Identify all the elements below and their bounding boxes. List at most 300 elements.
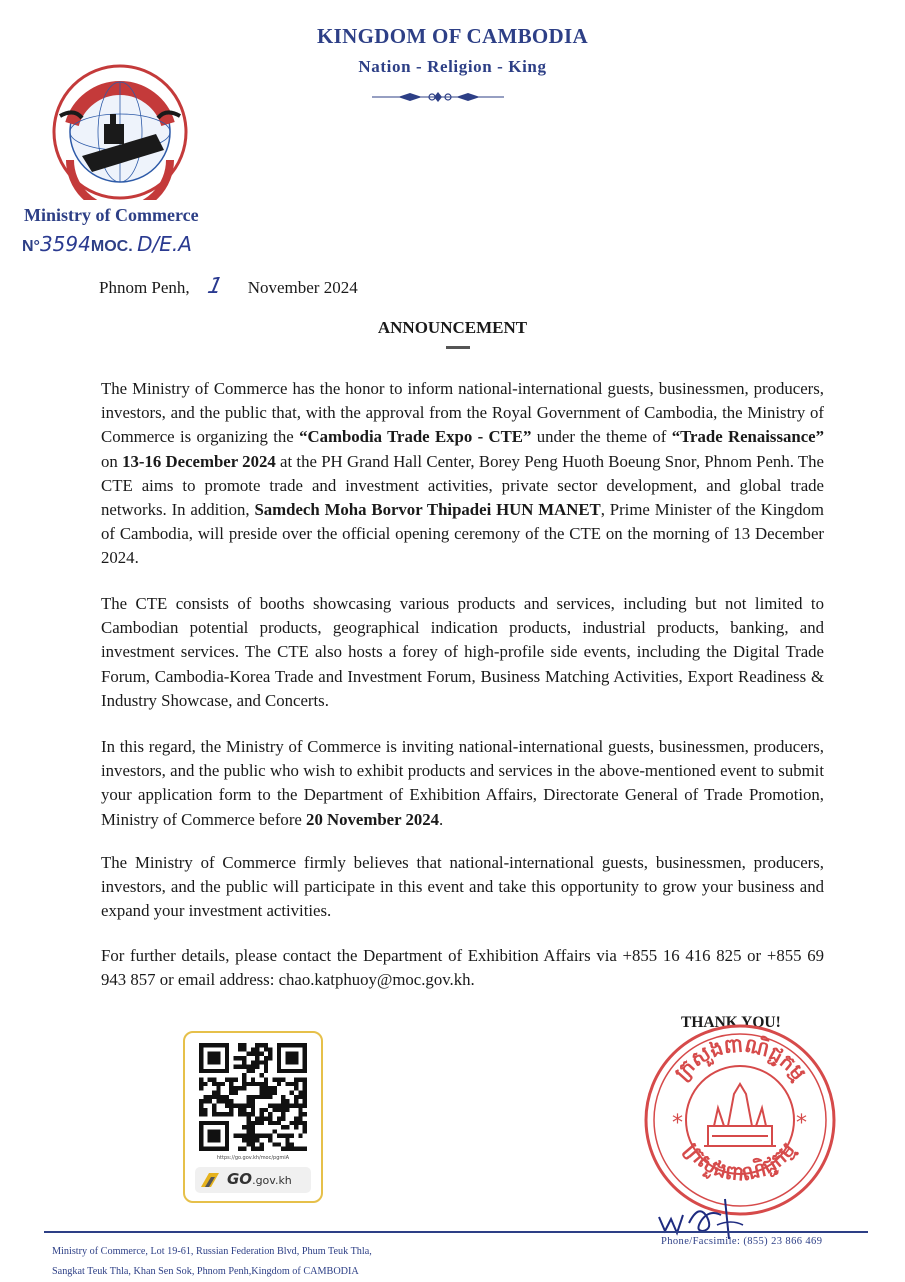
qr-module (264, 1082, 268, 1086)
qr-module (272, 1129, 276, 1133)
qr-module (277, 1056, 281, 1060)
qr-module (281, 1134, 285, 1138)
qr-code-card[interactable] (183, 1031, 323, 1203)
qr-module (294, 1103, 298, 1107)
qr-module (303, 1099, 307, 1103)
qr-module (208, 1069, 212, 1073)
qr-module (298, 1103, 302, 1107)
qr-module (281, 1125, 285, 1129)
qr-module (303, 1082, 307, 1086)
qr-module (264, 1108, 268, 1112)
qr-module (234, 1103, 238, 1107)
qr-module (264, 1091, 268, 1095)
qr-module (208, 1056, 212, 1060)
qr-module (294, 1078, 298, 1082)
p1-text-5: , Prime Minister of the Kingdom of Cambodia, will preside over the official opening ceremony of the CTE on the morning of 13 December 2024. (101, 500, 824, 568)
paragraph-3 (101, 735, 824, 832)
qr-module (268, 1112, 272, 1116)
paragraph-1 (101, 377, 824, 571)
qr-module (247, 1138, 251, 1142)
qr-module (212, 1129, 216, 1133)
qr-module (298, 1147, 302, 1151)
qr-module (294, 1121, 298, 1125)
stamp-text-top: ក្រសួងពាណិជ្ជកម្ម (669, 1032, 812, 1085)
qr-module (208, 1099, 212, 1103)
qr-module (238, 1134, 242, 1138)
qr-module (229, 1082, 233, 1086)
qr-module (208, 1147, 212, 1151)
qr-module (221, 1082, 225, 1086)
qr-module (247, 1121, 251, 1125)
ref-code: MOC. (90, 238, 133, 255)
qr-module (247, 1103, 251, 1107)
qr-module (285, 1069, 289, 1073)
qr-module (229, 1086, 233, 1090)
qr-module (259, 1095, 263, 1099)
p1-dates: 13-16 December 2024 (122, 451, 276, 471)
qr-module (199, 1086, 203, 1090)
qr-module (303, 1065, 307, 1069)
paragraph-2: The CTE consists of booths showcasing various products and services, including but not limited to Cambodian potential products, geographical indication products, industrial products, banking, and investment services. The CTE also hosts a forey of high-profile side events, including the Digital Trade Forum, Cambodia-Korea Trade and Investment Forum, Business Matching Activities, Export Readiness & Industry Showcase, and Concerts. (101, 594, 824, 710)
qr-module (268, 1134, 272, 1138)
qr-module (212, 1056, 216, 1060)
ministry-name: Ministry of Commerce (24, 205, 199, 225)
qr-module (251, 1099, 255, 1103)
qr-module (264, 1069, 268, 1073)
qr-module (225, 1103, 229, 1107)
qr-module (212, 1078, 216, 1082)
qr-module (238, 1043, 242, 1047)
ref-handwritten-suffix: D/E.A (137, 232, 192, 256)
qr-module (259, 1086, 263, 1090)
qr-module (298, 1108, 302, 1112)
svg-text:ក្រសួងពាណិជ្ជកម្ម (679, 1137, 800, 1185)
qr-module (285, 1142, 289, 1146)
qr-module (199, 1112, 203, 1116)
qr-module (277, 1103, 281, 1107)
qr-module (303, 1121, 307, 1125)
qr-module (199, 1065, 203, 1069)
reference-number (22, 232, 192, 256)
qr-module (199, 1147, 203, 1151)
qr-module (298, 1078, 302, 1082)
go-logo-main: GO (227, 1170, 253, 1188)
qr-module (272, 1142, 276, 1146)
qr-module (285, 1052, 289, 1056)
qr-module (259, 1142, 263, 1146)
qr-module (290, 1147, 294, 1151)
qr-module (251, 1065, 255, 1069)
qr-module (203, 1121, 207, 1125)
qr-module (303, 1060, 307, 1064)
qr-module (238, 1108, 242, 1112)
qr-module (225, 1121, 229, 1125)
qr-module (225, 1065, 229, 1069)
qr-module (290, 1069, 294, 1073)
qr-module (203, 1043, 207, 1047)
qr-module (294, 1086, 298, 1090)
qr-module (247, 1112, 251, 1116)
kingdom-title: KINGDOM OF CAMBODIA (317, 24, 588, 48)
qr-module (259, 1134, 263, 1138)
footer-address-line-1: Ministry of Commerce, Lot 19-61, Russian Federation Blvd, Phum Teuk Thla, (52, 1246, 372, 1257)
qr-module (290, 1082, 294, 1086)
qr-module (285, 1060, 289, 1064)
qr-module (229, 1099, 233, 1103)
qr-module (199, 1142, 203, 1146)
p1-text-3: on (101, 451, 123, 471)
qr-module (229, 1112, 233, 1116)
qr-module (199, 1125, 203, 1129)
qr-module (285, 1138, 289, 1142)
qr-module (234, 1056, 238, 1060)
qr-module (272, 1103, 276, 1107)
qr-module (259, 1043, 263, 1047)
qr-module (199, 1129, 203, 1133)
qr-module (255, 1056, 259, 1060)
qr-module (225, 1052, 229, 1056)
thank-you-text: THANK YOU! (681, 1014, 781, 1031)
footer-address-line-2: Sangkat Teuk Thla, Khan Sen Sok, Phnom Penh,Kingdom of CAMBODIA (52, 1266, 359, 1277)
qr-module (247, 1052, 251, 1056)
qr-module (208, 1134, 212, 1138)
qr-module (247, 1095, 251, 1099)
qr-module (264, 1078, 268, 1082)
qr-module (268, 1091, 272, 1095)
qr-module (294, 1125, 298, 1129)
qr-module (212, 1147, 216, 1151)
qr-module (251, 1129, 255, 1133)
qr-module (208, 1060, 212, 1064)
qr-module (234, 1078, 238, 1082)
qr-module (225, 1095, 229, 1099)
qr-module (255, 1043, 259, 1047)
qr-module (303, 1125, 307, 1129)
qr-module (290, 1056, 294, 1060)
qr-module (272, 1091, 276, 1095)
qr-module (255, 1138, 259, 1142)
qr-module (203, 1099, 207, 1103)
qr-module (251, 1112, 255, 1116)
qr-module (216, 1129, 220, 1133)
qr-module (225, 1056, 229, 1060)
paragraph-4: The Ministry of Commerce firmly believes that national-international guests, businessmen, producers, investors, and the public will participate in this event and take this opportunity to grow your business and expand your investment activities. (101, 853, 824, 921)
qr-module (290, 1052, 294, 1056)
qr-module (212, 1121, 216, 1125)
qr-module (251, 1069, 255, 1073)
qr-module (208, 1129, 212, 1133)
qr-module (264, 1060, 268, 1064)
qr-module (255, 1147, 259, 1151)
qr-module (212, 1043, 216, 1047)
go-logo-suffix: .gov.kh (252, 1174, 292, 1187)
qr-module (285, 1103, 289, 1107)
qr-module (251, 1121, 255, 1125)
qr-module (203, 1147, 207, 1151)
qr-module (199, 1134, 203, 1138)
qr-module (303, 1056, 307, 1060)
ref-prefix: N° (22, 238, 40, 255)
qr-module (303, 1043, 307, 1047)
title-divider (446, 346, 470, 349)
stamp-text-bottom: ក្រសួងពាណិជ្ជកម្ម (680, 1137, 800, 1186)
qr-module (277, 1134, 281, 1138)
qr-module (216, 1138, 220, 1142)
qr-code-icon[interactable] (199, 1043, 307, 1151)
qr-module (298, 1121, 302, 1125)
p1-prime-minister: Samdech Moha Borvor Thipadei HUN MANET (254, 500, 601, 520)
qr-module (242, 1108, 246, 1112)
qr-module (259, 1091, 263, 1095)
qr-module (238, 1056, 242, 1060)
qr-module (234, 1086, 238, 1090)
qr-module (251, 1147, 255, 1151)
qr-module (225, 1099, 229, 1103)
qr-module (264, 1047, 268, 1051)
qr-module (242, 1112, 246, 1116)
qr-module (290, 1142, 294, 1146)
qr-module (221, 1099, 225, 1103)
qr-module (251, 1125, 255, 1129)
qr-module (277, 1116, 281, 1120)
go-logo-text (227, 1170, 292, 1188)
qr-module (272, 1086, 276, 1090)
qr-module (208, 1052, 212, 1056)
qr-module (221, 1095, 225, 1099)
qr-module (259, 1121, 263, 1125)
qr-module (242, 1078, 246, 1082)
qr-module (298, 1134, 302, 1138)
qr-module (225, 1125, 229, 1129)
qr-module (285, 1099, 289, 1103)
qr-module (294, 1147, 298, 1151)
qr-module (264, 1086, 268, 1090)
qr-module (242, 1047, 246, 1051)
qr-module (303, 1052, 307, 1056)
qr-module (225, 1078, 229, 1082)
qr-module (268, 1047, 272, 1051)
p1-text-1: The Ministry of Commerce has the honor to inform national-international guests, businessmen, producers, investors, and the public that, with the approval from the Royal Government of Cambodia, the Ministry of Commerce is organizing the (101, 379, 824, 447)
qr-module (234, 1134, 238, 1138)
qr-module (277, 1108, 281, 1112)
qr-module (199, 1043, 203, 1047)
qr-module (268, 1056, 272, 1060)
official-stamp-seal (642, 1022, 838, 1218)
qr-module (229, 1091, 233, 1095)
qr-module (216, 1112, 220, 1116)
qr-module (268, 1103, 272, 1107)
qr-module (216, 1147, 220, 1151)
qr-module (208, 1043, 212, 1047)
qr-module (212, 1103, 216, 1107)
qr-module (199, 1052, 203, 1056)
qr-module (208, 1095, 212, 1099)
qr-module (199, 1121, 203, 1125)
qr-module (255, 1095, 259, 1099)
qr-module (281, 1147, 285, 1151)
qr-module (281, 1108, 285, 1112)
go-logo-icon (199, 1171, 221, 1189)
qr-module (247, 1142, 251, 1146)
qr-module (285, 1056, 289, 1060)
qr-module (290, 1103, 294, 1107)
qr-module (251, 1134, 255, 1138)
qr-module (199, 1108, 203, 1112)
qr-module (225, 1142, 229, 1146)
stamp-star-left: * (672, 1111, 683, 1136)
qr-module (247, 1134, 251, 1138)
qr-module (242, 1043, 246, 1047)
qr-module (247, 1082, 251, 1086)
ornament-divider-icon (372, 90, 504, 104)
qr-module (251, 1047, 255, 1051)
p1-text-4: at the PH Grand Hall Center, Borey Peng Huoth Boeung Snor, Phnom Penh. The CTE aims to promote trade and investment activities, private sector development, and global trade networks. In addition, (101, 451, 824, 520)
qr-module (199, 1047, 203, 1051)
qr-module (238, 1065, 242, 1069)
qr-module (216, 1043, 220, 1047)
qr-module (208, 1121, 212, 1125)
national-motto: Nation - Religion - King (358, 57, 547, 76)
qr-module (281, 1069, 285, 1073)
qr-module (212, 1069, 216, 1073)
qr-module (242, 1138, 246, 1142)
qr-module (255, 1060, 259, 1064)
qr-module (290, 1043, 294, 1047)
announcement-title: ANNOUNCEMENT (377, 318, 528, 337)
qr-module (238, 1047, 242, 1051)
qr-module (294, 1095, 298, 1099)
qr-module (225, 1138, 229, 1142)
qr-module (255, 1065, 259, 1069)
qr-module (298, 1112, 302, 1116)
qr-module (221, 1069, 225, 1073)
qr-module (251, 1142, 255, 1146)
qr-module (264, 1065, 268, 1069)
qr-module (277, 1078, 281, 1082)
qr-module (216, 1134, 220, 1138)
qr-module (203, 1095, 207, 1099)
qr-module (303, 1086, 307, 1090)
qr-module (234, 1091, 238, 1095)
qr-module (268, 1121, 272, 1125)
qr-module (199, 1138, 203, 1142)
qr-module (238, 1103, 242, 1107)
qr-module (259, 1073, 263, 1077)
qr-module (225, 1129, 229, 1133)
qr-module (255, 1116, 259, 1120)
qr-module (208, 1078, 212, 1082)
qr-module (216, 1091, 220, 1095)
qr-module (216, 1099, 220, 1103)
qr-module (221, 1147, 225, 1151)
qr-module (259, 1082, 263, 1086)
qr-module (216, 1056, 220, 1060)
qr-module (272, 1078, 276, 1082)
qr-module (281, 1078, 285, 1082)
qr-module (281, 1116, 285, 1120)
qr-module (225, 1047, 229, 1051)
qr-module (247, 1116, 251, 1120)
date-line (99, 274, 358, 299)
qr-module (216, 1082, 220, 1086)
qr-module (225, 1060, 229, 1064)
qr-module (216, 1086, 220, 1090)
qr-module (203, 1112, 207, 1116)
qr-module (199, 1060, 203, 1064)
qr-module (303, 1095, 307, 1099)
qr-module (247, 1125, 251, 1129)
qr-module (242, 1103, 246, 1107)
qr-module (281, 1043, 285, 1047)
qr-module (290, 1091, 294, 1095)
qr-module (216, 1121, 220, 1125)
qr-module (247, 1129, 251, 1133)
qr-module (251, 1103, 255, 1107)
qr-module (251, 1078, 255, 1082)
ref-handwritten-number: 3594 (39, 232, 91, 256)
qr-module (303, 1047, 307, 1051)
qr-module (238, 1112, 242, 1116)
qr-module (255, 1134, 259, 1138)
qr-module (216, 1052, 220, 1056)
qr-module (221, 1121, 225, 1125)
qr-module (298, 1091, 302, 1095)
qr-module (294, 1116, 298, 1120)
p3-text-1: In this regard, the Ministry of Commerce is inviting national-international guests, businessmen, producers, investors, and the public who wish to exhibit products and services in the above-mentioned event to submit your application form to the Department of Exhibition Affairs, Directorate General of Trade Promotion, Ministry of Commerce before (101, 737, 824, 829)
qr-module (303, 1078, 307, 1082)
qr-module (255, 1082, 259, 1086)
footer-address (52, 1242, 372, 1282)
qr-module (290, 1060, 294, 1064)
qr-module (212, 1112, 216, 1116)
qr-module (285, 1108, 289, 1112)
qr-module (264, 1043, 268, 1047)
qr-module (208, 1138, 212, 1142)
qr-module (225, 1147, 229, 1151)
qr-module (247, 1099, 251, 1103)
qr-module (268, 1116, 272, 1120)
qr-module (238, 1086, 242, 1090)
qr-module (277, 1082, 281, 1086)
qr-module (259, 1060, 263, 1064)
go-gov-kh-logo (195, 1167, 311, 1193)
qr-module (294, 1099, 298, 1103)
qr-module (259, 1147, 263, 1151)
qr-module (212, 1134, 216, 1138)
qr-module (264, 1116, 268, 1120)
qr-module (199, 1078, 203, 1082)
qr-module (277, 1060, 281, 1064)
qr-module (225, 1069, 229, 1073)
qr-module (303, 1129, 307, 1133)
qr-module (281, 1103, 285, 1107)
qr-module (277, 1069, 281, 1073)
qr-module (298, 1116, 302, 1120)
qr-module (285, 1147, 289, 1151)
qr-module (251, 1095, 255, 1099)
qr-module (303, 1091, 307, 1095)
qr-module (251, 1060, 255, 1064)
qr-module (212, 1091, 216, 1095)
qr-module (251, 1052, 255, 1056)
qr-module (285, 1043, 289, 1047)
qr-module (281, 1112, 285, 1116)
qr-module (251, 1108, 255, 1112)
p1-event-name: “Cambodia Trade Expo - CTE” (299, 427, 532, 447)
qr-module (290, 1121, 294, 1125)
qr-module (255, 1121, 259, 1125)
ministry-seal-logo (52, 64, 188, 200)
